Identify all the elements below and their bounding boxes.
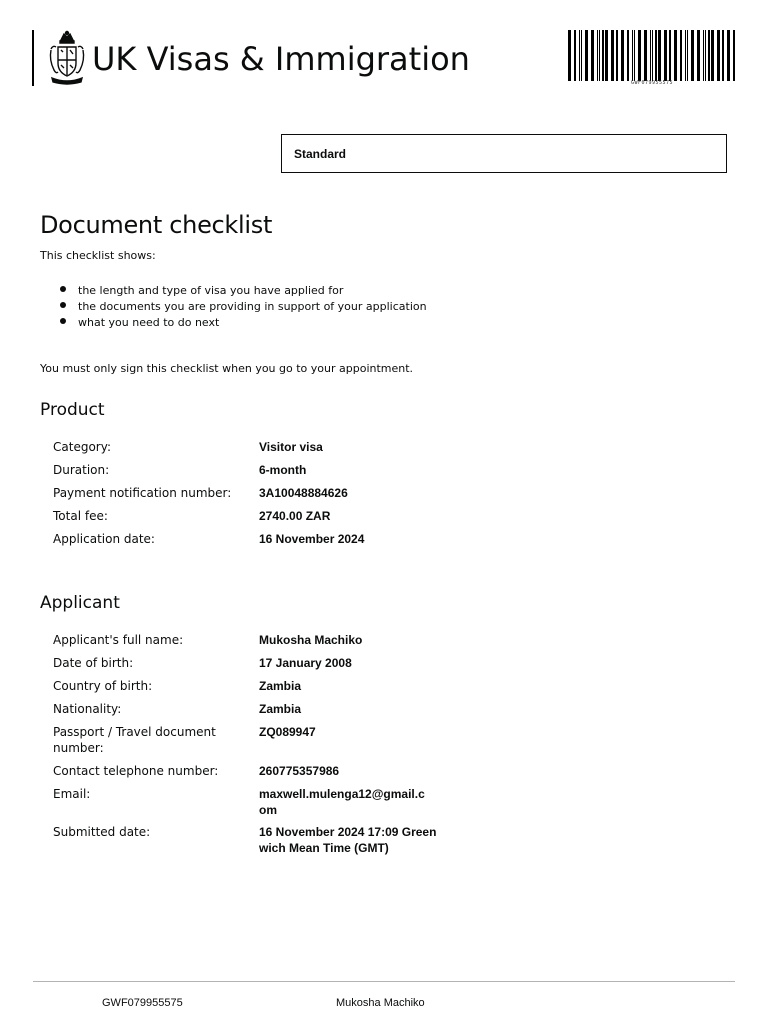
- applicant-heading: Applicant: [40, 593, 120, 613]
- barcode-bar: [591, 30, 594, 81]
- barcode-bar: [644, 30, 647, 81]
- row-value: 2740.00 ZAR: [259, 509, 331, 523]
- row-value: Visitor visa: [259, 440, 323, 454]
- barcode-bar: [602, 30, 604, 81]
- row-value: 3A10048884626: [259, 486, 348, 500]
- barcode-bar: [652, 30, 653, 81]
- barcode-bar: [574, 30, 576, 81]
- barcode-bar: [685, 30, 686, 81]
- row-label: Application date:: [53, 532, 155, 546]
- barcode-bar: [655, 30, 657, 81]
- row-value: 17 January 2008: [259, 656, 352, 670]
- barcode-bar: [733, 30, 735, 81]
- barcode-bar: [711, 30, 714, 81]
- barcode-bar: [605, 30, 608, 81]
- barcode-bar: [621, 30, 624, 81]
- barcode-number: GWF079955575: [630, 80, 674, 86]
- checklist-shows-list: [58, 283, 427, 331]
- barcode-bar: [632, 30, 633, 81]
- barcode-bar: [697, 30, 700, 81]
- barcode-bar: [674, 30, 677, 81]
- intro-text: This checklist shows:: [40, 249, 156, 262]
- barcode-bar: [585, 30, 588, 81]
- barcode-bar: [680, 30, 682, 81]
- row-value: Mukosha Machiko: [259, 633, 363, 647]
- row-label: Country of birth:: [53, 679, 153, 693]
- row-label: Category:: [53, 440, 111, 454]
- barcode-bar: [597, 30, 598, 81]
- row-label: Date of birth:: [53, 656, 134, 670]
- barcode-bar: [687, 30, 688, 81]
- barcode-bar: [634, 30, 635, 81]
- row-value: 16 November 2024 17:09 Greenwich Mean Time (GMT): [259, 825, 437, 855]
- row-value: Zambia: [259, 679, 302, 693]
- barcode-bar: [568, 30, 571, 81]
- barcode-bar: [703, 30, 704, 81]
- barcode-bar: [664, 30, 667, 81]
- footer-applicant-name: Mukosha Machiko: [336, 997, 425, 1009]
- barcode-bar: [650, 30, 651, 81]
- row-value: 16 November 2024: [259, 532, 365, 546]
- barcode-bar: [708, 30, 710, 81]
- service-level-box: [281, 134, 727, 173]
- row-label: Applicant's full name:: [53, 633, 184, 647]
- row-label: Nationality:: [53, 702, 122, 716]
- barcode-bar: [722, 30, 724, 81]
- barcode-bar: [691, 30, 694, 81]
- barcode-image: [567, 30, 737, 81]
- row-label: Contact telephone number:: [53, 764, 219, 778]
- barcode-bar: [627, 30, 629, 81]
- barcode-bar: [717, 30, 720, 81]
- list-item: the length and type of visa you have applied for: [58, 283, 427, 299]
- footer-reference: GWF079955575: [102, 997, 183, 1009]
- footer-divider: [33, 981, 735, 982]
- row-value: 6-month: [259, 463, 307, 477]
- barcode-bar: [658, 30, 661, 81]
- row-label: Duration:: [53, 463, 110, 477]
- row-label: Payment notification number:: [53, 486, 232, 500]
- service-level-label: Standard: [294, 147, 347, 161]
- list-item: the documents you are providing in support of your application: [58, 299, 427, 315]
- barcode-bar: [579, 30, 580, 81]
- barcode-bar: [727, 30, 730, 81]
- sign-note: You must only sign this checklist when you go to your appointment.: [40, 362, 414, 375]
- barcode-bar: [705, 30, 706, 81]
- page-title: Document checklist: [40, 211, 273, 239]
- row-value: Zambia: [259, 702, 302, 716]
- brand-name: UK Visas & Immigration: [92, 40, 470, 78]
- row-value: ZQ089947: [259, 725, 316, 739]
- royal-coat-of-arms-icon: [47, 30, 87, 86]
- list-item: what you need to do next: [58, 315, 427, 331]
- barcode-bar: [616, 30, 618, 81]
- row-value: maxwell.mulenga12@gmail.com: [259, 787, 425, 817]
- barcode-bar: [611, 30, 614, 81]
- barcode-bar: [581, 30, 582, 81]
- row-label: Total fee:: [53, 509, 108, 523]
- barcode-bar: [638, 30, 641, 81]
- row-value: 260775357986: [259, 764, 340, 778]
- row-label: Email:: [53, 787, 91, 801]
- row-label: Submitted date:: [53, 825, 151, 839]
- barcode-bar: [599, 30, 600, 81]
- barcode-bar: [669, 30, 671, 81]
- brand-divider: [32, 30, 34, 86]
- product-heading: Product: [40, 400, 105, 420]
- row-label: Passport / Travel document number:: [53, 725, 216, 755]
